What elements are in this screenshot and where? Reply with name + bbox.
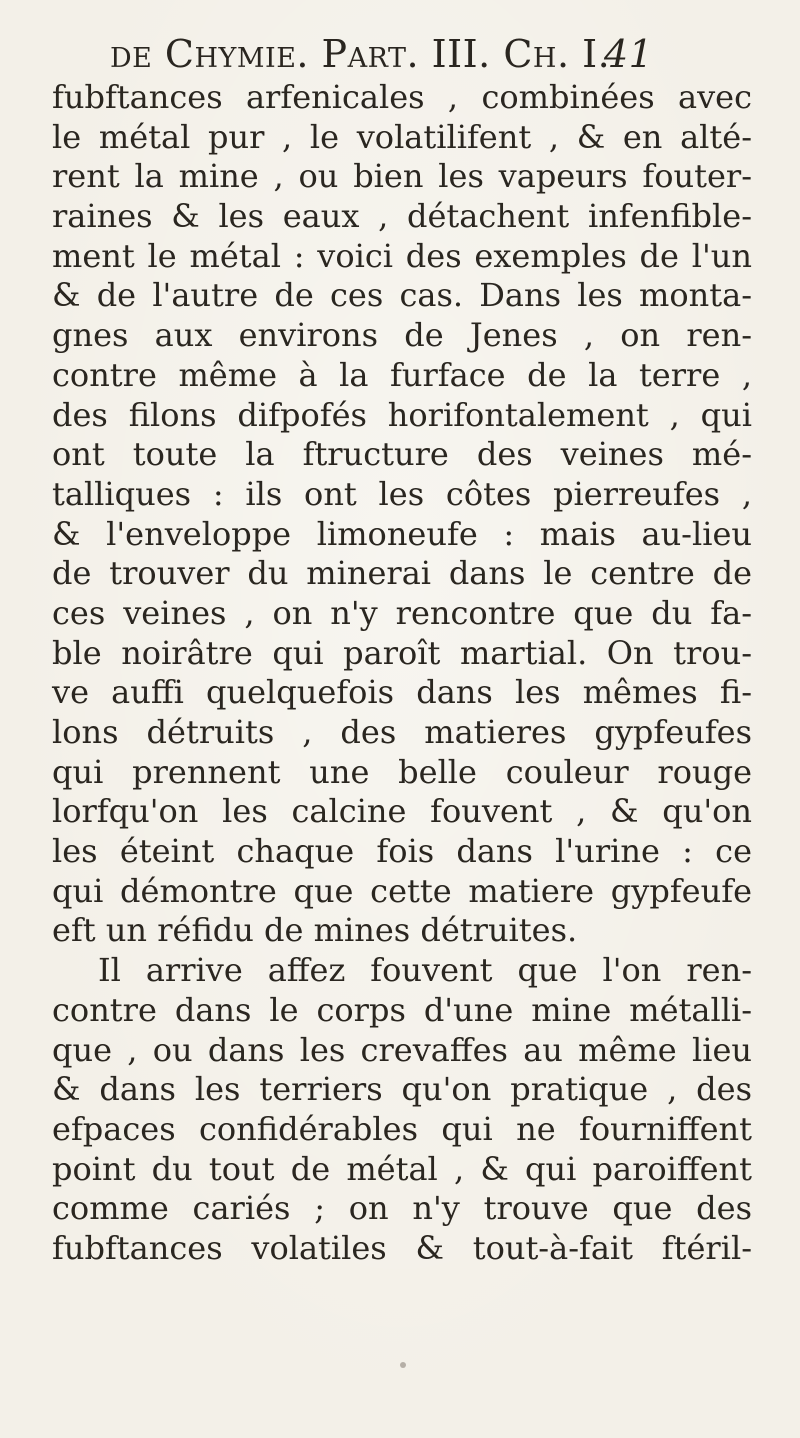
text-line: de trouver du minerai dans le centre de (52, 554, 752, 593)
text-line: point du tout de métal , & qui paroiffent (52, 1149, 752, 1188)
text-line: & dans les terriers qu'on pratique , des (52, 1070, 752, 1109)
text-line: fubftances volatiles & tout-à-fait ftéril- (52, 1228, 752, 1267)
text-line: lons détruits , des matieres gypfeufes (52, 713, 752, 751)
text-line: & de l'autre de ces cas. Dans les monta- (52, 276, 752, 315)
text-line: contre même à la furface de la terre , (52, 355, 752, 394)
text-line: talliques : ils ont les côtes pierreufes , (52, 474, 752, 513)
text-line: lorfqu'on les calcine fouvent , & qu'on (52, 792, 752, 831)
text-line: fubftances arfenicales , combinées avec (52, 78, 752, 116)
text-line: gnes aux environs de Jenes , on ren- (52, 316, 752, 355)
text-line: le métal pur , le volatilifent , & en alté- (52, 117, 752, 156)
text-line: ces veines , on n'y rencontre que du fa- (52, 593, 752, 632)
text-line: raines & les eaux , détachent infenfible- (52, 197, 752, 236)
text-line: & l'enveloppe limoneufe : mais au-lieu (52, 514, 752, 553)
text-line: des filons difpofés horifontalement , qui (52, 395, 752, 434)
text-line: efpaces confidérables qui ne fourniffent (52, 1109, 752, 1148)
text-line: qui prennent une belle couleur rouge (52, 752, 752, 791)
running-header (110, 24, 750, 84)
page-number: 41 (604, 32, 654, 76)
text-line: comme cariés ; on n'y trouve que des (52, 1189, 752, 1228)
text-line: contre dans le corps d'une mine métalli- (52, 990, 752, 1029)
text-line: ble noirâtre qui paroît martial. On trou- (52, 633, 752, 672)
running-title: de Chymie. Part. III. Ch. I. (110, 32, 611, 76)
ink-speck (400, 1362, 406, 1368)
text-line: ment le métal : voici des exemples de l'un (52, 236, 752, 275)
body-text (52, 78, 752, 1269)
paragraph-end-line: eft un réfidu de mines détruites. (52, 911, 578, 950)
text-line: les éteint chaque fois dans l'urine : ce (52, 832, 752, 871)
text-line: qui démontre que cette matiere gypfeufe (52, 871, 752, 910)
text-line: que , ou dans les crevaffes au même lieu (52, 1030, 752, 1069)
text-line: rent la mine , ou bien les vapeurs fouter- (52, 157, 752, 196)
paragraph-start-line: Il arrive affez fouvent que l'on ren- (98, 951, 752, 990)
text-line: ve auffi quelquefois dans les mêmes fi- (52, 673, 752, 712)
text-line: ont toute la ftructure des veines mé- (52, 435, 752, 474)
